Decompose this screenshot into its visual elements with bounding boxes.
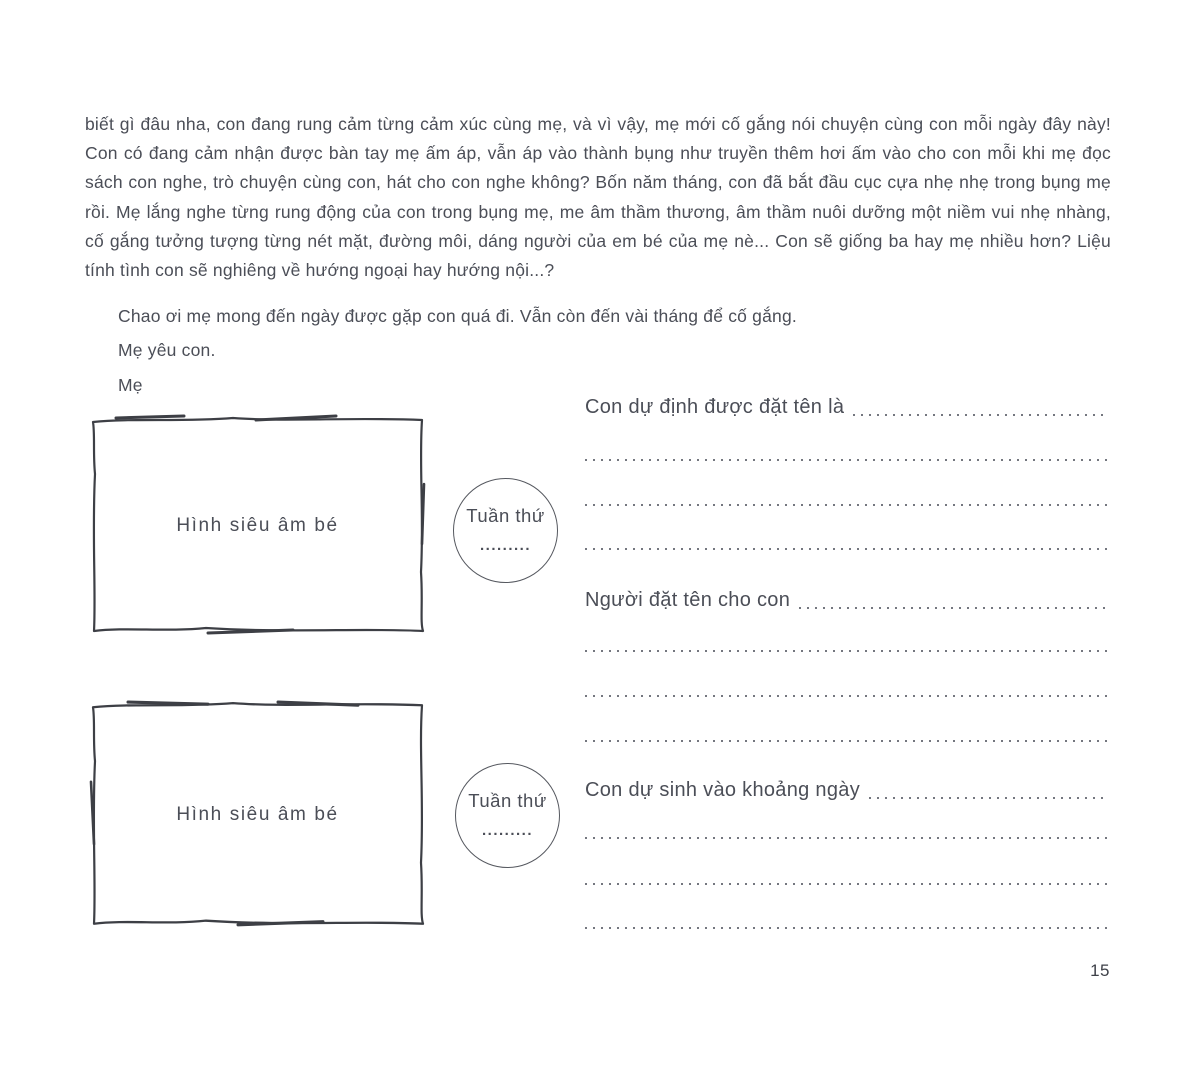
dotted-write-line — [585, 548, 1109, 550]
field-baby-name — [585, 396, 1109, 419]
week-circle-1 — [453, 478, 558, 583]
dotted-write-line — [585, 695, 1109, 697]
field-name-giver — [585, 589, 1109, 612]
dotted-leader — [869, 797, 1109, 799]
page-number: 15 — [1090, 961, 1110, 980]
dotted-write-line — [585, 459, 1109, 461]
ultrasound-photo-box-1 — [88, 414, 427, 637]
dotted-write-line — [585, 740, 1109, 742]
photo-caption: Hình siêu âm bé — [176, 803, 339, 825]
dotted-write-line — [585, 837, 1109, 839]
field-label: Con dự sinh vào khoảng ngày — [585, 779, 861, 801]
diary-paragraph-main: biết gì đâu nha, con đang rung cảm từng cảm xúc cùng mẹ, và vì vậy, mẹ mới cố gắng nói chuyện cùng con mỗi ngày đây này! Con có đang cảm nhận được bàn tay mẹ ấm áp, vẫn áp vào thành bụng như truyền thêm hơi ấm vào cho con mỗi khi mẹ đọc sách con nghe, trò chuyện cùng con, hát cho con nghe không? Bốn năm tháng, con đã bắt đầu cục cựa nhẹ nhẹ trong bụng mẹ rồi. Mẹ lắng nghe từng rung động của con trong bụng mẹ, me âm thầm thương, âm thầm nuôi dưỡng một niềm vui nhẹ nhàng, cố gắng tưởng tượng từng nét mặt, đường môi, dáng người của em bé của mẹ nè... Con sẽ giống ba hay mẹ nhiều hơn? Liệu tính tình con sẽ nghiêng về hướng ngoại hay hướng nội...? — [85, 114, 1111, 281]
field-due-date — [585, 779, 1109, 802]
week-dots: ......... — [479, 536, 531, 554]
week-label: Tuần thứ — [466, 504, 545, 526]
dotted-write-line — [585, 927, 1109, 929]
ultrasound-photo-box-2 — [88, 699, 427, 930]
week-label: Tuần thứ — [468, 789, 547, 811]
diary-closing-love: Mẹ yêu con. — [118, 340, 216, 361]
week-dots: ......... — [481, 821, 533, 839]
dotted-write-line — [585, 650, 1109, 652]
field-label: Con dự định được đặt tên là — [585, 396, 845, 418]
diary-text-block — [85, 110, 1111, 400]
diary-closing-sign: Mẹ — [118, 374, 143, 395]
photo-caption: Hình siêu âm bé — [176, 514, 339, 536]
field-label: Người đặt tên cho con — [585, 589, 791, 611]
dotted-write-line — [585, 883, 1109, 885]
dotted-write-line — [585, 504, 1109, 506]
diary-paragraph-wish: Chao ơi mẹ mong đến ngày được gặp con quá đi. Vẫn còn đến vài tháng để cố gắng. — [118, 306, 797, 327]
week-circle-2 — [455, 763, 560, 868]
dotted-leader — [799, 607, 1109, 609]
dotted-leader — [853, 414, 1109, 416]
